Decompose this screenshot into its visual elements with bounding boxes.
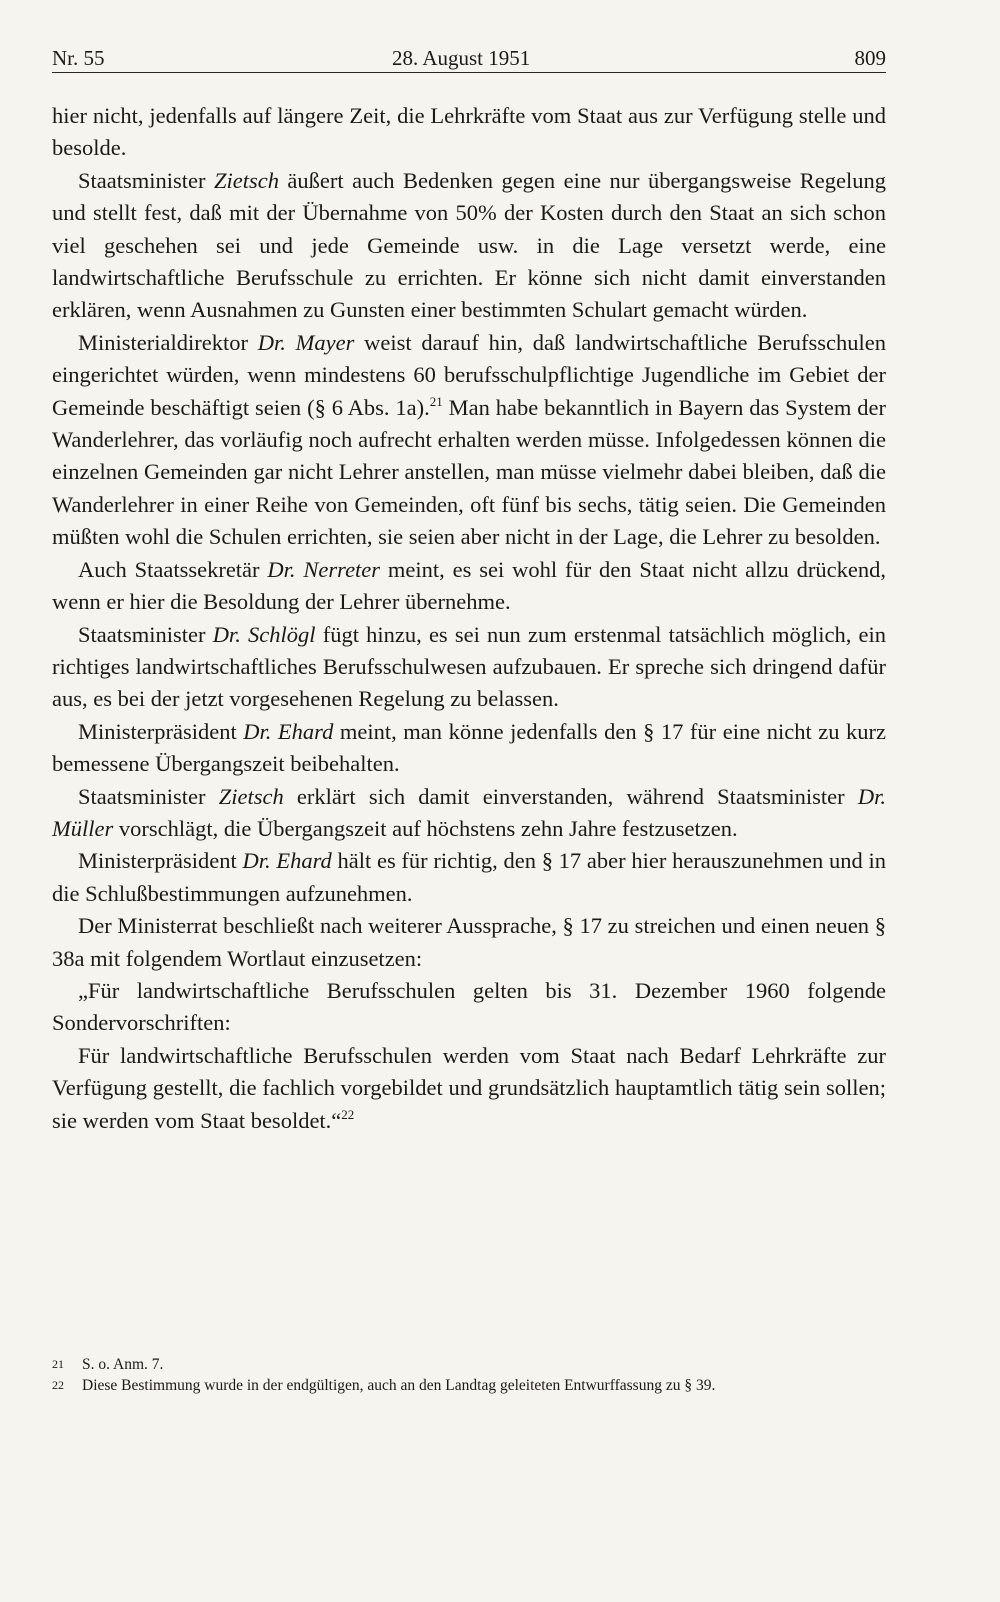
paragraph	[52, 554, 886, 619]
footnote-ref: 22	[341, 1106, 355, 1122]
paragraph	[52, 781, 886, 846]
person-name: Dr. Ehard	[243, 718, 334, 744]
footnote-text: S. o. Anm. 7.	[82, 1356, 164, 1373]
person-name: Dr. Mayer	[257, 329, 355, 355]
paragraph	[52, 845, 886, 910]
page-number: 809	[854, 46, 886, 70]
text-run: Für landwirtschaftliche Berufsschulen werden vom Staat nach Bedarf Lehrkräfte zur Verfügung gestellt, die fachlich vorgebildet und grundsätzlich hauptamtlich tätig sein sollen; sie werden vom Staat besoldet.“	[52, 1042, 886, 1133]
footnote	[52, 1354, 886, 1375]
page-header	[52, 40, 886, 73]
text-run: meint, es sei wohl für den Staat nicht allzu drückend, wenn er hier die Besoldung der Lehrer übernehme.	[52, 556, 887, 615]
paragraph	[52, 910, 886, 975]
text-run: vorschlägt, die Übergangszeit auf höchstens zehn Jahre festzusetzen.	[113, 815, 738, 841]
text-run: Ministerialdirektor	[78, 329, 258, 355]
footnotes	[52, 1354, 886, 1396]
text-run: meint, man könne jedenfalls den § 17 für eine nicht zu kurz bemessene Übergangszeit beibehalten.	[52, 718, 886, 777]
footnote-ref: 21	[429, 393, 443, 409]
issue-number: Nr. 55	[52, 46, 105, 70]
person-name: Dr. Schlögl	[212, 621, 316, 647]
person-name: Dr. Müller	[52, 783, 886, 841]
text-run: äußert auch Bedenken gegen eine nur übergangsweise Regelung und stellt fest, daß mit der Übernahme von 50% der Kosten durch den Staat an sich schon viel geschehen sei und jede Gemeinde usw. in die Lage versetzt werde, eine landwirtschaftliche Berufsschule zu errichten. Er könne sich nicht damit einverstanden erklären, wenn Ausnahmen zu Gunsten einer bestimmten Schulart gemacht würden.	[52, 167, 886, 323]
paragraph	[52, 1040, 886, 1137]
text-run: erklärt sich damit einverstanden, während Staatsminister	[283, 783, 858, 809]
header-date: 28. August 1951	[392, 46, 531, 70]
paragraph	[52, 619, 886, 716]
text-run: Ministerpräsident	[78, 718, 244, 744]
text-run: Auch Staatssekretär	[78, 556, 268, 582]
text-run: „Für landwirtschaftliche Berufsschulen gelten bis 31. Dezember 1960 folgende Sondervorschriften:	[52, 977, 886, 1036]
text-run: Staatsminister	[78, 783, 219, 809]
person-name: Zietsch	[218, 783, 284, 809]
footnote-number: 22	[52, 1378, 64, 1392]
paragraph	[52, 327, 886, 554]
paragraph	[52, 165, 886, 327]
paragraph	[52, 975, 886, 1040]
text-run: Staatsminister	[78, 621, 213, 647]
text-run: Ministerpräsident	[78, 848, 243, 874]
body-text	[52, 100, 886, 1137]
text-run: Der Ministerrat beschließt nach weiterer Aussprache, § 17 zu streichen und einen neuen § 38a mit folgendem Wortlaut einzusetzen:	[52, 913, 886, 971]
person-name: Zietsch	[213, 167, 279, 193]
text-run: hält es für richtig, den § 17 aber hier herauszunehmen und in die Schlußbestimmungen aufzunehmen.	[52, 848, 886, 906]
text-run: Man habe bekanntlich in Bayern das System der Wanderlehrer, das vorläufig noch aufrecht erhalten werden müsse. Infolgedessen können die einzelnen Gemeinden gar nicht Lehrer anstellen, man müsse vielmehr dabei bleiben, daß die Wanderlehrer in einer Reihe von Gemeinden, oft fünf bis sechs, tätig seien. Die Gemeinden müßten wohl die Schulen errichten, sie seien aber nicht in der Lage, die Lehrer zu besolden.	[52, 394, 886, 550]
text-run: weist darauf hin, daß landwirtschaftliche Berufsschulen eingerichtet würden, wenn mindestens 60 berufsschulpflichtige Jugendliche im Gebiet der Gemeinde beschäftigt seien (§ 6 Abs. 1a).	[52, 329, 886, 420]
footnote-number: 21	[52, 1357, 64, 1371]
footnote	[52, 1375, 886, 1396]
text-run: Staatsminister	[78, 167, 214, 193]
paragraph	[52, 716, 886, 781]
person-name: Dr. Ehard	[242, 848, 332, 874]
paragraph	[52, 100, 886, 165]
person-name: Dr. Nerreter	[267, 556, 381, 582]
footnote-text: Diese Bestimmung wurde in der endgültigen, auch an den Landtag geleiteten Entwurffassung zu § 39.	[82, 1377, 716, 1394]
text-run: fügt hinzu, es sei nun zum erstenmal tatsächlich möglich, ein richtiges landwirtschaftliches Berufsschulwesen aufzubauen. Er spreche sich dringend dafür aus, es bei der jetzt vorgesehenen Regelung zu belassen.	[52, 621, 887, 712]
text-run: hier nicht, jedenfalls auf längere Zeit, die Lehrkräfte vom Staat aus zur Verfügung stelle und besolde.	[52, 103, 886, 161]
